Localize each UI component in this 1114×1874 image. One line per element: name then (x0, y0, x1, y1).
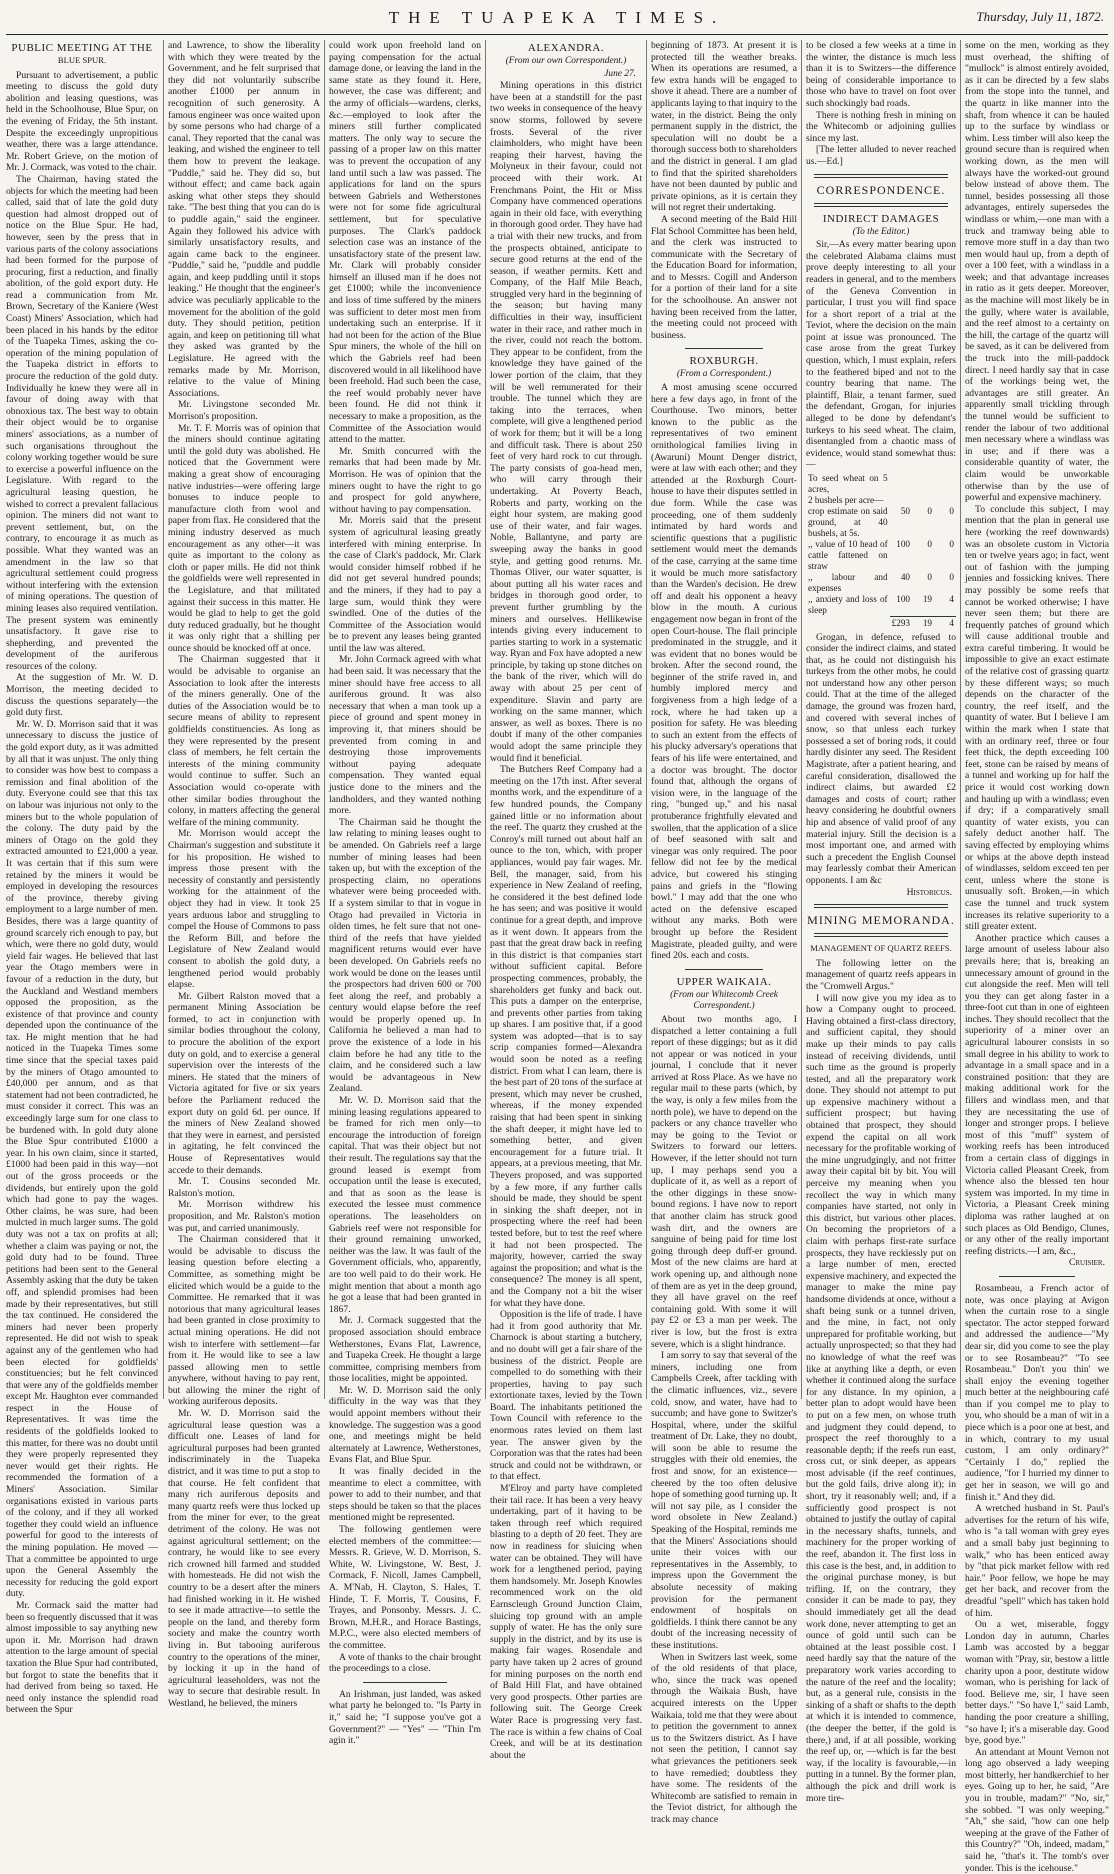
paragraph: The following letter on the management of quartz reefs appears in the "Cromwell Argus." (806, 957, 956, 992)
paragraph: Sir,—As every matter bearing upon the celebrated Alabama claims must prove deeply interesting to all your readers in general, and to the members of the Geneva Convention in particular, I trust you will find space for a short report of a trial at the Teviot, where the decision on the main point at issue was pronounced. The case arose from the great Turkey question, which, I must explain, refers to the feathered biped and not to the country bearing that name. The plaintiff, Blair, a tenant farmer, sued the defendant, Grogan, for injuries alleged to be done by defendant's turkeys to his seed wheat. The claim, disentangled from a chaotic mass of evidence, would stand somewhat thus:— (806, 239, 956, 471)
paragraph: Mr. Cormack said the matter had been so frequently discussed that it was almost impossible to say anything new upon it. Mr. Morrison had drawn attention to the large amount of special taxation the Blue Spur had contributed, but forgot to state the benefits that it had derived from being so taxed. He need only instance the splendid road between the Spur (6, 1599, 158, 1716)
divider (685, 969, 763, 970)
divider (814, 933, 948, 937)
paragraph: Mr. Morris said that the present system of agricultural leasing greatly interfered with mining enterprise. In the case of Clark's paddock, Mr. Clark would consider himself robbed if he did not get several hundred pounds; and the miners, if they had to pay a large sum, would think they were swindled. One of the duties of the Committee of the Association would be to prevent any leases being granted until the law was altered. (329, 515, 481, 654)
masthead (6, 0, 1108, 35)
column-4 (485, 40, 646, 1761)
paragraph: The Butchers Reef Company had a meeting on the 17th inst. After several months work, and the expenditure of a few hundred pounds, the Company gained little or no information about the reef. The quartz they crushed at the Conroy's mill turned out about half an ounce to the ton, which, with proper appliances, would pay fair wages. Mr. Bell, the manager, said, from his experience in New Zealand of reefing, he considered it the best defined lode he has seen; and was positive it would continue for a great depth, and improve as it went down. It appears from the past that the great draw back in reefing in this district is that companies start without sufficient capital. Before prospecting commences, probably, the shareholders get funky and back out. This puts a damper on the enterprise, and prevents other parties from taking up shares. I am positive that, if a good system was adopted—that is to say scrip companies formed—Alexandra would soon be noted as a reefing district. From what I can learn, there is the best part of 20 tons of the surface at present, which may never be crushed, whereas, if the money expended raising that had been spent in sinking the shaft deeper, it might have led to something better, and given encouragement for a future trial. It appears, at a previous meeting, that Mr. Theyers proposed, and was supported by a few more, if any further calls should be made, they should be spent in sinking the shaft deeper, not in prospecting where the reef had been tested before, but to test the reef where it had not been prospected. The majority, however, carried the sway against the proposition; and what is the consequence? The money is all spent, and the Company not a bit the wiser for what they have done. (490, 764, 642, 1309)
pence: 0 (949, 506, 954, 516)
paragraph: A wretched husband in St. Paul's advertises for the return of his wife, who is "a tall woman with grey eyes and a small baby just beginning to walk," who has been enticed away by "that pick market fellow with red hair." Poor fellow, we hope he may get her back, and recover from the dreadful "spell" which has taken hold of him. (965, 1503, 1109, 1619)
paragraph: M'Elroy and party have completed their tail race. It has been a very heavy undertaking, part of it having to be taken through reef which required blasting to a depth of 20 feet. They are now in readiness for sluicing when water can be obtained. They will have work for a lengthened period, paying them handsomely. Mr. Joseph Knowles recommenced work on the old Earnscleugh Ground Junction Claim, sluicing top ground with an ample supply of water. He has the only sure supply in the district, and by its use is making fair wages. Rosendale and party have taken up 2 acres of ground for mining purposes on the north end of Bald Hill Flat, and have obtained very good prospects. Other parties are following suit. The George Creek Water Race is progressing very fast. The race is within a few chains of Coal Creek, and will be at its destination about the (490, 1483, 642, 1761)
total-pounds: £293 (891, 617, 910, 628)
total-pence: 4 (934, 616, 956, 629)
paragraph: Rosambeau, a French actor of note, was once playing at Avigon when the curtain rose to a single spectator. The actor stepped forward and addressed the audience—"My dear sir, did you come to see the play or to see Rosambeau?" "To see Rosambeau." Don't you thin' we shall enjoy the evening together much better at the neighbouring café than if you compel me to play to you, who should be a man of wit in a piece which is a poor one at best, and in which, contrary to my usual custom, I am only ordinary?" "Certainly I do," replied the audience, "for I hurried my dinner to get her in season, we will go and finish it." And they did. (965, 1282, 1109, 1503)
section-heading: CORRESPONDENCE. (816, 182, 946, 197)
pence: 0 (949, 539, 954, 549)
divider (999, 1276, 1075, 1277)
byline: (From our Whitecomb Creek Correspondent.) (670, 989, 778, 1012)
column-1 (6, 40, 162, 1716)
issue-date: Thursday, July 11, 1872. (976, 9, 1104, 24)
paragraph: A second meeting of the Bald Hill Flat School Committee has been held, and the clerk was instructed to communicate with the Secretary of the Education Board for information, and to Messrs. Cogill and Anderson for a portion of their land for a site for the schoolhouse. An answer not having been received from the latter, the meeting could not proceed with business. (651, 213, 798, 341)
paragraph: I am sorry to say that several of the miners, including one from Campbells Creek, after tackling with the climatic influences, viz., severe cold, snow, and water, have had to succumb; and have gone to Switzer's Hospital, where, under the skilful treatment of Dr. Lake, they no doubt, will soon be able to resume the struggles with their old enemies, the frost and snow, for an existence—cheered by the too often delusive hope of something good turning up. It will not say pile, as I consider the word obsolete in New Zealand.) Speaking of the Hospital, reminds me that the Miners' Associations should unite their voices with our representatives in the Assembly, to impress upon the Government the absolute necessity of making provision for the permanent endowment of hospitals on goldfields. I think there cannot be any doubt of the increasing necessity of these institutions. (651, 1350, 797, 1651)
pence: 0 (949, 572, 954, 582)
section-heading: MINING MEMORANDA. (807, 913, 955, 928)
paragraph: A vote of thanks to the chair brought the proceedings to a close. (329, 1651, 481, 1675)
letter-heading: INDIRECT DAMAGES (822, 212, 940, 225)
shillings (912, 473, 934, 495)
paragraph: The Chairman, having stated the objects for which the meeting had been called, said that of late the gold duty question had almost dropped out of notice on the Blue Spur. He had, however, seen by the press that in various parts of the colony associations had been formed for the purpose of procuring, first a reduction, and finally abolition, of the gold export duty. He read a communication from Mr. Brown, Secretary of the Kaniere (West Coast) Miners' Association, which had been placed in his hands by the editor of the Tuapeka Times, asking the co-operation of the mining population of the Tuapeka district in efforts to procure the reduction of the gold duty. Individually he knew they were all in favour of doing away with that obnoxious tax. The best way to obtain their object would be to organise miners' associations, as a number of such organisations throughout the colony working together would be sure to exercise a powerful influence on the Legislature. With regard to the agricultural leasing question, he wished to correct a prevalent fallacious opinion. The miners did not want to prevent settlement, but, on the contrary, to encourage it as much as possible. What they wanted was an amendment in the law so that agricultural settlement could progress without interfering with the extension of mining operations. The question of mining leases also required ventilation. The present system was eminently unsatisfactory. It gave rise to shepherding, and prevented the development of the auriferous resources of the colony. (6, 173, 158, 672)
pounds: 50 (900, 506, 910, 516)
divider (814, 904, 948, 908)
column-2 (163, 40, 324, 1709)
paragraph: A most amusing scene occurred here a few days ago, in front of the Courthouse. Two minors, better known to the public as the representatives of two eminent ornithological families living in (Awaruni) Mount Denger district, were at law with each other; and they attended at the Roxburgh Court-house to have their disputes settled in due form. While the case was proceeding, one of them suddenly intimated by hard words and scientific questions that a pugilistic settlement would meet the demands of the case, carrying at the same time it would be much more satisfactory than the Warden's decision. He drew off and dealt his opponent a heavy blow in the mouth. A curious engagement now began in front of the open Court-house. The flail principle predominated in the struggle, and it was evident that no bones would be broken. After the second round, the beginner of the strife raved in, and humbly implored mercy and forgiveness from a high ledge of a rock, where he had taken up a position for safety. He was bleeding to such an extent from the effects of his plucky adversary's operations that fears of his life were entertained, and a doctor was brought. The doctor found that, although the organs of vision were, in the language of the ring, "bunged up," and his nasal protuberance frightfully elevated and swollen, that the application of a slice of beef seasoned with salt and vinegar was only required. The poor fellow did not fee by the medical advice, but cowered his stinging pains and griefs in the "flowing bowl." I may add that the one who acted on the defensive escaped without any marks. Both were brought up before the Resident Magistrate, pleaded guilty, and were fined 20s. each and costs. (651, 382, 797, 962)
paragraph: Pursuant to advertisement, a public meeting to discuss the gold duty abolition and leasing questions, was held in the Schoolhouse, Blue Spur, on the evening of Friday, the 5th instant. Despite the exceedingly unpropitious weather, there was a large attendance. Mr. Robert Grieve, on the motion of Mr. J. Cormack, was voted to the chair. (6, 69, 158, 174)
paragraph: Mining operations in this district have been at a standstill for the past two weeks in consequence of the heavy snow storms, followed by severe frosts. Several of the river claimholders, who might have been reaping their harvest, having the Molyneux in their favour, could not proceed with their work. At Frenchmans Point, the Hit or Miss Company have commenced operations again in their old face, with everything in thorough good order. They have had a trial with their new trucks, and from the prospects obtained, anticipate to secure good returns at the end of the season, if weather permits. Kett and Company, of the Half Mile Beach, struggled very hard in the beginning of the season; but having many difficulties in their way, insufficient water in their race, and rather much in the river, could not reach the bottom. They appear to be confident, from the knowledge they have gained of the lower portion of the claim, that they will be well remunerated for their trouble. The tunnel which they are taking into the terraces, when complete, will give a lengthened period of work for them; but it will be a long and difficult task. There is about 250 feet of very hard rock to cut through. The party consists of goa-head men, who will carry through their undertaking. At Poverty Beach, Roberts and party, working on the eight hour system, are making good use of their water, and fair wages. Noble, Ballantyne, and party are sweeping away the banks in good style, and getting good returns. Mr. Thomas Oliver, our water squatter, is about putting all his water races and bridges in thorough good order, to prevent further grumbling by the miners and ourselves. Hellikewise intends giving every inducement to parties starting to work in a systematic way. Ryan and Fox have adopted a new principle, by taking up stone ditches on the bank of the river, which will do away with about 25 per cent of expenditure. Slavin and party are working on the same manner, which answer, as well as boxes. There is no doubt if many of the other companies would adopt the same principle they would find it beneficial. (490, 80, 642, 764)
shillings: 19 (922, 594, 932, 604)
divider (363, 1682, 447, 1683)
shillings: 0 (927, 539, 932, 549)
paragraph: Mr. Gilbert Ralston moved that a permanent Mining Association be formed, to act in conjunction with similar bodies throughout the colony, to procure the abolition of the export duty on gold, and to exercise a general supervision over the interests of the miners. He stated that the miners of Victoria agitated for five or six years before the Parliament reduced the export duty on gold 6d. per ounce. If the miners of New Zealand showed that they were in earnest, and persisted in agitating, he felt convinced the House of Representatives would accede to their demands. (168, 990, 320, 1176)
paragraph: The Chairman suggested that it would be advisable to organise an Association to look after the interests of the miners generally. One of the duties of the Association would be to secure means of ability to represent goldfields constituencies. As long as they were represented by the present class of members, he felt certain the interests of the mining community would continue to suffer. Such an Association would co-operate with other similar bodies throughout the colony, in matters affecting the general welfare of the mining community. (168, 654, 320, 828)
paragraph: Mr. Livingstone seconded Mr. Morrison's proposition. (168, 399, 320, 422)
paragraph: some on the men, working as they must overhead, the shifting of "mullock" is almost entirely avoided, as it can be directed by a few slabs from the stope into the tunnel, and the quartz in like manner into the shaft, from whence it can be hauled up to the surface by windlass or whim. Less timber will also keep the ground secure than is required when working down, as the men will always have the worked-out ground below instead of above them. The tunnel, besides possessing all those advantages, entirely supersedes the windlass or whim,—one man with a truck and tramway being able to remove more stuff in a day than two men would haul up, from a depth of over a 100 feet, with a windlass in a week; and that advantage increases in ratio as it gets deeper. Moreover, as the machine will most likely be in the gully, where water is available, and the reef almost to a certainty on the hill, the cartage of the quartz will be saved, as it can be delivered from the truck into the mill-paddock direct. I need hardly say that in case of the workings being wet, the advantages are still greater. An apparently small trickling through the tunnel would be sufficient to render the labour of two additional men necessary where a windlass was in use; and if there was a considerable quantity of water, the claim would be unworkable otherwise than by the use of powerful and expensive machinery. (965, 40, 1109, 504)
paragraph: The following gentlemen were elected members of the committee:—Messrs. R. Grieve, W. D. Morrison, S. White, W. Livingstone, W. Best, J. Cormack, F. Nicoll, James Campbell, A. M'Nab, H. Clayton, S. Hales, T. Hinde, T. F. Morris, T. Cousins, F. Trayes, and Ponsonby. Messrs. J. C. Brown, M.H.R., and Horace Bastings, M.P.C., were also elected members of the committee. (329, 1524, 481, 1651)
pence: 4 (949, 594, 954, 604)
divider (814, 174, 948, 178)
paragraph: It was finally decided in the meantime to elect a committee, with power to add to their number, and that steps should be taken so that the places mentioned might be represented. (329, 1466, 481, 1524)
paragraph: At the suggestion of Mr. W. D. Morrison, the meeting decided to discuss the questions separately—the gold duty first. (6, 672, 158, 719)
total-shillings: 19 (912, 616, 934, 629)
paragraph: Mr. John Cormack agreed with what had been said. It was necessary that the miner should have free access to all auriferous ground. It was also necessary that when a man took up a piece of ground and spent money in improving it, that miners should be prevented from coming in and destroying those improvements without paying adequate compensation. They wanted equal justice done to the miners and the landholders, and they wanted nothing more. (329, 654, 481, 817)
paragraph: To conclude this subject, I may mention that the plan in general use here (working the reef downwards) was an obsolete custom in Victoria ten or twelve years ago; in fact, went out of fashion with the jumping jennies and fossicking knives. There may possibly be some reefs that cannot be worked otherwise; I have never seen them; but there are frequently patches of ground which will cause additional trouble and extra careful timbering. It would be impossible to give an exact estimate of the relative cost of grassing quartz by these different ways; so much depends on the character of the country, the reef itself, and the quantity of water. But I believe I am within the mark when I state that with an ordinary reef, three or four feet thick, the depth exceeding 100 feet, stone can be raised by means of a tunnel and working up for half the price it would cost working down and hauling up with a windlass; even if dry; if a comparatively small quantity of water exists, you can safely deduct another half. The saving effected by employing whims or whips at the above depth instead of windlasses, seldom exceed ten per cent, unless where the stone is unusually soft. Broken,—in which case the tunnel and truck system increases its relative superiority to a still greater extent. (965, 503, 1109, 933)
pounds: 40 (900, 572, 910, 582)
account-item: ,, anxiety and loss of sleep (808, 594, 888, 615)
paragraph: Opposition is the life of trade. I have had it from good authority that Mr. Charnock is about starting a butchery, and no doubt will get a fair share of the business of the district. People are compelled to do something with their properties, having to pay such extortionate taxes, levied by the Town Board. The inhabitants petitioned the Town Council with reference to the enormous rates levied on them last year. The answer given by the Corporation was that the rates had been struck and could not be withdrawn, or to that effect. (490, 1309, 642, 1483)
paragraph: could work upon freehold land on paying compensation for the actual damage done, or leaving the land in the same state as they found it. Here, however, the case was different; and the army of officials—wardens, clerks, &c.—employed to look after the miners still further complicated matters. The only way to secure the passing of a proper law on this matter was to prevent the occupation of any land until such a law was passed. The applications for land on the spurs between Gabriels and Wetherstones were not for some fide agricultural settlement, but for speculative purposes. The Clark's paddock selection case was an instance of the unsatisfactory state of the present law. Mr. Clark will probably consider himself an illused man if he does not get £1000; while the inconvenience and loss of time suffered by the miners was sufficient to deter most men from undertaking such an enterprise. If it had not been for the action of the Blue Spur miners, the whole of the hill on which the Gabriels reef had been discovered would in all likelihood have been freehold. Had such been the case, the reef would probably never have been found. He did not think it necessary to make a proposition, as the Committee of the Association would attend to the matter. (329, 40, 481, 446)
paragraph: Mr. W. D. Morrison said the only difficulty in the way was that they would appoint members without their knowledge. The suggestion was a good one, and meetings might be held alternately at Lawrence, Wetherstones, Evans Flat, and Blue Spur. (329, 1384, 481, 1466)
column-7 (960, 40, 1109, 1874)
paragraph: Mr. J. Cormack suggested that the proposed association should embrace Wetherstones, Evans Flat, Lawrence, and Tuapeka Creek. He thought a large committee, comprising members from those localities, might be appointed. (329, 1315, 481, 1385)
paragraph: When in Switzers last week, some of the old residents of that place, who, since the track was opened through the Waikaia Bush, have acquired interests on the Upper Waikaia, told me that they were about to petition the government to annex us to the Switzers district. As I have not seen the petition, I cannot say what grievances the petitioners seek to have remedied; doubtless they have some. The residents of the Whitecomb are satisfied to remain in the Teviot district, for although the track may chance (651, 1651, 797, 1825)
pounds: 100 (896, 539, 910, 549)
paragraph: Mr. W. D. Morrison said that the mining leasing regulations appeared to be framed for rich men only—to encourage the introduction of foreign capital. That was their object but not their result. The regulations say that the ground leased is exempt from occupation until the lease is executed, and that as soon as the lease is executed the lessee must commence operations. The leaseholders on Gabriels reef were not responsible for their ground remaining unworked, neither was the law. It was fault of the Government officials, who, apparently, are too well paid to do their work. He might mention that about a month ago he got a lease that had been granted in 1867. (329, 1095, 481, 1315)
shillings (912, 495, 934, 506)
paragraph: An Irishman, just landed, was asked what party he belonged to. "Is Party in it," said he; "I suppose you've got a Government?" — "Yes" — "Thin I'm agin it." (329, 1688, 481, 1747)
pounds (890, 495, 912, 506)
paragraph: [The letter alluded to never reached us.—Ed.] (806, 144, 956, 167)
damages-account-table (806, 473, 956, 629)
letter-signature: Historicus. (906, 886, 952, 898)
pounds (890, 473, 912, 495)
table-row (806, 594, 956, 616)
table-row (806, 506, 956, 539)
paragraph: Mr. Morrison withdrew his proposition, and Mr. Ralston's motion was put, and carried unanimously. (168, 1199, 320, 1234)
paragraph: An attendant at Mount Vernon not long ago observed a lady weeping most bitterly, her handkerchief to her eyes. Going up to her, he said, "Are you in trouble, madam?" "No, sir," she sobbed. "I was only weeping." "Ah," she said, "how can one help weeping at the grave of the Father of this Country?" "Oh, indeed, madam," said he, "that's it. The tomb's over yonder. This is the icehouse." (965, 1746, 1109, 1874)
column-5 (646, 40, 801, 1825)
article-subheading: BLUE SPUR. (57, 55, 107, 65)
shillings: 0 (927, 572, 932, 582)
letter-salutation: (To the Editor.) (852, 226, 910, 237)
paragraph: About two months ago, I dispatched a letter containing a full report of these diggings; but as it did not appear or was noticed in your journal, I conclude that it never arrived at Ross Place. As we have no regular mail to these parts (which, by the way, is only a few miles from the north pole), we have to depend on the packers or any chance traveller who may be going to the Teviot or Switzers to forward our letters. However, if the letter should not turn up, I may perhaps send you a duplicate of it, as well as a report of the other diggings in these snow-bound regions. I have now to report that another claim has struck good wash dirt, and the owners are sanguine of being paid for time lost going through deep duff-er ground. Most of the new claims are hard at work opening up, and although none of them are as yet in the deep ground, they all have gravel on the reef containing gold. With some it will pay £2 or £3 a man per week. The river is low, but the frost is extra severe, which is a slight hindrance. (651, 1013, 797, 1350)
paragraph: Another practice which causes a large amount of useless labour also prevails here; that is, breaking an unnecessary amount of ground in the cut alongside the reef. Men will tell you they can get along faster in a three-foot cut than in one of eighteen inches. They should recollect that the superiority of a miner over an agricultural labourer consists in so small degree in his ability to work to advantage in a small space and in a constrained position: that they are making additional work for the fillers and windlass men, and that they are necessitating the use of longer and stronger props. I believe most of this "muff" system of working reefs has been introduced from a certain class of diggings in Victoria called Pleasant Creek, from whence also the blessed ten hour system was imported. In my time in Victoria, a Pleasant Creek mining diploma was rather laughed at on such places as Old Bendigo, Clunes, or any other of the really important reefing districts.—I am, &c., (965, 932, 1109, 1257)
pence (934, 495, 956, 506)
table-row (806, 495, 956, 506)
article-heading: PUBLIC MEETING AT THE (11, 42, 153, 54)
column-3 (324, 40, 485, 1747)
paragraph: to be closed a few weeks at a time in the winter, the distance is much less than it is to Switzers—the difference being of considerable importance to those who have to travel on foot over such shockingly bad roads. (806, 40, 956, 109)
account-item: crop estimate on said ground, at 40 bushels, at 5s. (808, 506, 888, 538)
account-item: ,, value of 10 head of cattle fattened on straw (808, 539, 888, 571)
paragraph: and Lawrence, to show the liberality with which they were treated by the Government, and he felt surprised that they did not voluntarily subscribe another £1000 per annum in recognition of such generosity. A famous engineer was once waited upon by some persons who had charge of a canal. They reported that the canal was leaking, and wished the engineer to tell them how to prevent the leakage. "Puddle," said he. They did so, but without effect; and came back again asking what other steps they should take. "The best thing that you can do is to puddle again," said the engineer. Again they followed his advice with similarly unsatisfactory results, and again came back to the engineer. "Puddle," said he, "puddle and puddle again, and keep puddling until it stops leaking." He thought that the engineer's advice was peculiarly applicable to the movement for the abolition of the gold duty. They should petition, petition again, and keep on petitioning till what they asked was granted by the Legislature. He agreed with the remarks made by Mr. Morrison, relative to the value of Mining Associations. (168, 40, 320, 399)
shillings: 0 (927, 506, 932, 516)
paragraph: Mr. W. D. Morrison said that it was unnecessary to discuss the justice of the gold export duty, as it was admitted by all that it was unjust. The only thing to consider was how best to compass a remission and final abolition of the duty. Everyone could see that this tax on labour was injurious not only to the miners but to the whole population of the colony. The duty paid by the miners of Otago on the gold they extracted amounted to £21,000 a year. It was certain that if this sum were retained by the miners it would be employed in developing the resources of the province, thereby giving employment to a large number of men. Besides, there was a large quantity of ground scarcely rich enough to pay, but which, were there no gold duty, would yield fair wages. He believed that last year the Otago members were in favour of a reduction in the duty, but the Auckland and Westland members opposed the proposition, as the existence of that province and county depended upon the continuance of the tax. He might mention that he had noticed in the Tuapeka Times some time since that the special taxes paid by the miners of Otago amounted to £40,000 per annum, and as that statement had not been contradicted, he must consider it correct. This was an exceedingly large sum for one class to be burdened with. In gold duty alone the Blue Spur contributed £1000 a year. In his own claim, since it started, £1000 had been paid in this way—not out of the gross proceeds or the dividends, but entirely upon the gold which had gone to pay the wages. Other claims, he was sure, had been mulcted in much larger sums. The gold duty was not a tax on profits at all; whether a claim was paying or not, the gold duty had to be found. Three petitions had been sent to the General Assembly asking that the duty be taken off, and splendid promises had been made by their representatives, but still the tax continued. He considered the miners had never been properly represented. He did not wish to speak against any of the gentlemen who had been elected for goldfields' constituencies; but he felt convinced that were any of the goldfields member except Mr. Haughton ever commanded respect in the House of Representatives. It was time the residents of the goldfields looked to this matter, for there was no doubt until they were properly represented they never would get their rights. He recommended the formation of a Miners' Association. Similar organisations existed in various parts of the colony, and if they all worked together they could wield an influence powerful for good to the interests of the mining population. He moved — That a committee be appointed to urge upon the General Assembly the necessity for reducing the gold export duty. (6, 718, 158, 1600)
paragraph: Mr. Smith concurred with the remarks that had been made by Mr. Morrison. He was of opinion that the miners ought to have the right to go and prospect for gold anywhere, without having to pay compensation. (329, 445, 481, 515)
divider (814, 203, 948, 207)
paragraph: There is nothing fresh in mining on the Whitecomb or adjoining gullies since my last. (806, 109, 956, 144)
paragraph: Mr. Morrison would accept the Chairman's suggestion and substitute it for his proposition. He wished to impress those present with the necessity of constantly and persistently working for the attainment of the object they had in view. It took 25 years arduous labor and struggling to compel the House of Commons to pass the Reform Bill, and before the Legislature of New Zealand would consent to abolish the gold duty, a lengthened period would probably elapse. (168, 828, 320, 991)
paragraph: beginning of 1873. At present it is protected till the weather breaks. When its operations are resumed, a few extra hands will be engaged to shove it ahead. There are a number of applicants laying to that inquiry to the water, in the district. Being the only permanent supply in the district, the speculation will no doubt be a thorough success both to shareholders and the district in general. I am glad to find that the spirited shareholders have not been daunted by public and private opinions, as it is certain they will not regret their undertaking. (651, 40, 798, 214)
article-heading: UPPER WAIKAIA. (676, 975, 772, 988)
columns (6, 40, 1109, 1874)
article-heading: ALEXANDRA. (527, 42, 605, 54)
newspaper-title: THE TUAPEKA TIMES. (388, 8, 726, 27)
account-item: 2 bushels per acre— (808, 495, 884, 505)
article-heading: ROXBURGH. (689, 355, 759, 368)
paragraph: Mr. W. D. Morrison said the agricultural lease question was a difficult one. Leases of land for agricultural purposes had been granted indiscriminately in the Tuapeka district, and it was time to put a stop to that course. He felt confident that many rich auriferous deposits and many quartz reefs were thus locked up from the miner for ever, to the great detriment of the colony. He was not against agricultural settlement; on the contrary, he would like to see every rich crowned hill farmed and studded with homesteads. He did not wish the country to be a desert after the miners had finished working in it. He wished to see it made attractive—to settle the people on the land, and thereby form society and make the country worth living in. But tabooing auriferous country to the operations of the miner, by locking it up in the hand of agricultural leaseholders, was not the way to secure that desirable result. In Westland, he believed, the miners (168, 1408, 320, 1709)
paragraph: On a wet, miserable, foggy London day in autumn, Charles Lamb was accosted by a beggar woman with "Pray, sir, bestow a little charity upon a poor, destitute widow woman, who is perishing for lack of food. Believe me, sir, I have seen better days." "So have I," said Lamb, handing the poor creature a shilling, "so have I; it's a miserable day. Good bye, good bye." (965, 1619, 1109, 1747)
paragraph: Mr. T. F. Morris was of opinion that the miners should continue agitating until the gold duty was abolished. He noticed that the Government were making a great show of encouraging native industries—were offering large bonuses to induce people to manufacture cloth from wool and paper from flax. He considered that the mining industry deserved as much encouragement as any other—it was quite as important to the colony as cloth or paper mills. He did not think the goldfields were well represented in the Legislature, and that militated against their success in this matter. He would be glad to help to get the gold duty reduced gradually, but he thought it was only right that a shilling per ounce should be knocked off at once. (168, 422, 320, 654)
table-row (806, 539, 956, 572)
dateline: June 27. (604, 68, 636, 79)
column-6 (801, 40, 960, 1804)
paragraph: Grogan, in defence, refused to consider the indirect claims, and stated that, as he could not distinguish his turkeys from the other mobs, he could not understand how any other person could. That at the time of the alleged damage, the ground was frozen hard, and covered with several inches of snow, so that unless each turkey possessed a set of boring rods, it could hardly disinter any seed. The Resident Magistrate, after a patient hearing, and careful consideration, disallowed the indirect claims, but awarded £2 damages and costs of court; rather heavy considering he doubtful owners hip and absence of valid proof of any material injury. Still the decision is a most important one, and armed with such a precedent the English Counsel may fearlessly combat their American opponents. I am &c (806, 631, 956, 886)
pounds: 100 (896, 594, 910, 604)
pence (934, 473, 956, 495)
paragraph: The Chairman considered that it would be advisable to discuss the leasing question before electing a Committee, as something might be elicited which would be a guide to the Committee. He remarked that it was notorious that many agricultural leases had been granted in close proximity to actual mining operations. He did not wish to interfere with settlement—far from it. He would like to see a law passed allowing men to settle anywhere, without having to pay rent, but allowing the miner the right of working auriferous deposits. (168, 1234, 320, 1408)
account-item: To seed wheat on 5 acres, (808, 473, 888, 494)
table-row (806, 473, 956, 495)
article-subheading: MANAGEMENT OF QUARTZ REEFS. (810, 943, 952, 954)
paragraph: I will now give you my idea as to how a Company ought to proceed. Having obtained a first-class directory, and sufficient capital, they should make up their minds to pay calls instead of receiving dividends, until such time as the ground is properly tested, and all the preparatory work done. They should not attempt to put up expensive machinery without a sufficient prospect; but having obtained that prospect, they should expend the capital on all work necessary for the profitable working of the mine ungrudgingly, and not fritter away their capital bit by bit. You will perceive my meaning when you recollect the way in which many companies have started, not only in this district, but various other places. On becoming the proprietors of a claim with perhaps first-rate surface prospects, they have recklessly put on a large number of men, erected expensive machinery, and expected the manager to make the mine pay handsome dividends at once, without a shaft being sunk or a tunnel driven, and the mine, in fact, not only unprepared for profitable working, but actually unprospected; so that they had no knowledge of what the reef was like at anything like a depth, or even whether it continued along the surface for any distance. In my opinion, a better plan to adopt would have been to put on a few men, on whose truth and judgment they could depend, to prospect the reef thoroughly to a reasonable depth; if the reefs run east, cross cut, or sink deeper, as appears most advisable (if the reef continues, but the gold fails, drive along it); in short, try it reasonably well; and, if a sufficiently good prospect is not obtained to justify the outlay of capital in the necessary shafts, tunnels, and machinery for the proper working of the reef, abandon it. The first loss in this case is the best, and, in addition to the original purchase money, is but trifling. If, on the contrary, they consider it can be made to pay, they should immediately get all the dead work done, never attempting to get an ounce of gold until such can be obtained at the least possible cost. I need hardly say that the nature of the preparatory work varies according to the nature of the reef and the locality; but, as a general rule, consists in the sinking of a shaft or shafts to the depth at which it is intended to commence, (the deeper the better, if the gold is there,) and, if at all possible, working the reef up, or, —which is far the best way, if the locality is favourable,—in putting in a tunnel. By the former plan, although the pick and drill work is more tire- (806, 992, 957, 1804)
divider (685, 348, 763, 349)
table-row (806, 572, 956, 594)
paragraph: The Chairman said he thought the law relating to mining leases ought to be amended. On Gabriels reef a large number of mining leases had been taken up, but with the exception of the prospecting claim, no operations whatever were being proceeded with. If a system similar to that in vogue in Otago had prevailed in Victoria in olden times, he felt sure that not one-third of the reefs that have yielded magnificent returns would ever have been developed. On Gabriels reefs no work would be done on the leases until the prospectors had driven 600 or 700 feet along the reef, and probably a century would elapse before the reef would be properly opened up. In California he believed a man had to prove the existence of a lode in his claim before he had any title to the claim, and he considered such a law would be advantageous in New Zealand. (329, 816, 481, 1095)
byline: (From our own Correspondent.) (505, 56, 627, 66)
table-total-row (806, 616, 956, 629)
byline: (From a Correspondent.) (676, 369, 772, 380)
account-item: ,, labour and expenses (808, 572, 888, 593)
paragraph: Mr. T. Cousins seconded Mr. Ralston's motion. (168, 1176, 320, 1199)
letter-signature: Cruisier. (1068, 1257, 1105, 1269)
